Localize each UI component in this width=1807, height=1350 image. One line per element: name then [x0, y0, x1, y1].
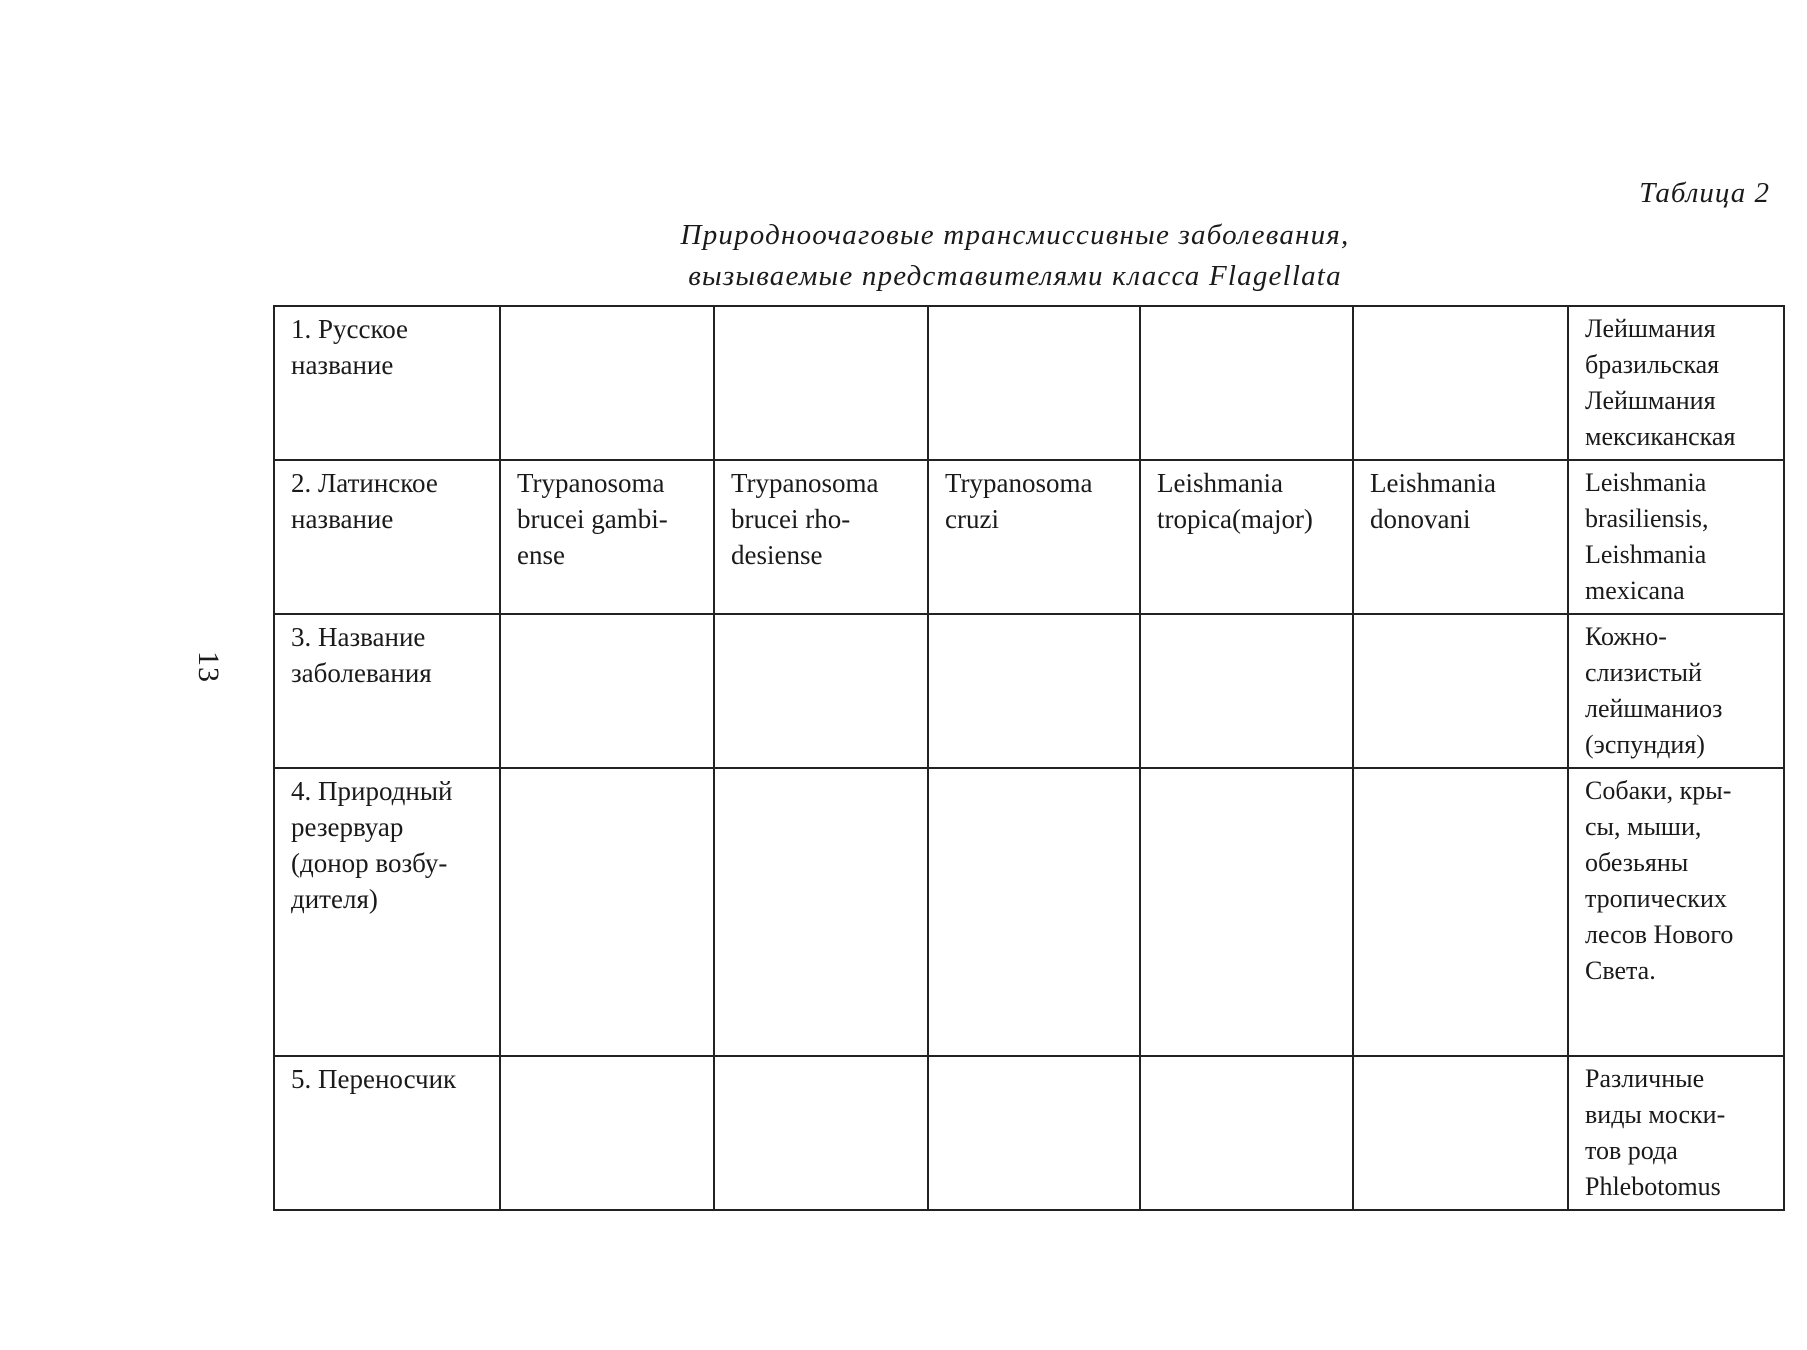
table-cell: [1353, 768, 1568, 1056]
table-cell: [714, 1056, 928, 1210]
table-cell: [928, 306, 1140, 460]
table-cell: Trypanosoma brucei gambi- ense: [500, 460, 714, 614]
row-header: 1. Русское название: [274, 306, 500, 460]
table-row-russian-name: [274, 306, 1784, 460]
row-header: 5. Переносчик: [274, 1056, 500, 1210]
table-label: Таблица 2: [1639, 177, 1770, 209]
table-row-natural-reservoir: [274, 768, 1784, 1056]
row-header: 2. Латинское название: [274, 460, 500, 614]
table-cell: Leishmania tropica(major): [1140, 460, 1353, 614]
table-caption: [560, 215, 1470, 297]
table-cell: Leishmania brasiliensis, Leishmania mexicana: [1568, 460, 1784, 614]
table-row-latin-name: [274, 460, 1784, 614]
page-number: 13: [192, 651, 225, 683]
table-cell: [714, 306, 928, 460]
table-row-vector: [274, 1056, 1784, 1210]
table-cell: [714, 614, 928, 768]
table-cell: [1140, 1056, 1353, 1210]
table-cell: [1140, 768, 1353, 1056]
table-cell: [928, 768, 1140, 1056]
table-cell: [1353, 614, 1568, 768]
table-cell: Trypanosoma cruzi: [928, 460, 1140, 614]
table-cell: [1140, 306, 1353, 460]
table-row-disease-name: [274, 614, 1784, 768]
table-cell: Различные виды моски- тов рода Phlebotomus: [1568, 1056, 1784, 1210]
table-cell: Лейшмания бразильская Лейшмания мексиканская: [1568, 306, 1784, 460]
table-cell: [1353, 1056, 1568, 1210]
table-cell: [714, 768, 928, 1056]
table-cell: [1353, 306, 1568, 460]
table-cell: [500, 768, 714, 1056]
row-header: 3. Название заболевания: [274, 614, 500, 768]
table-cell: [500, 1056, 714, 1210]
table-cell: [928, 614, 1140, 768]
table-cell: Leishmania donovani: [1353, 460, 1568, 614]
caption-line-1: Природноочаговые трансмиссивные заболевания,: [680, 219, 1350, 251]
table-cell: [1140, 614, 1353, 768]
table-cell: Собаки, кры- сы, мыши, обезьяны тропических лесов Нового Света.: [1568, 768, 1784, 1056]
row-header: 4. Природный резервуар (донор возбу- дителя): [274, 768, 500, 1056]
table-cell: [500, 306, 714, 460]
table-cell: Trypanosoma brucei rho- desiense: [714, 460, 928, 614]
table-cell: [500, 614, 714, 768]
caption-line-2: вызываемые представителями класса Flagellata: [688, 260, 1342, 292]
disease-table: [273, 305, 1785, 1211]
table-cell: Кожно- слизистый лейшманиоз (эспундия): [1568, 614, 1784, 768]
table-cell: [928, 1056, 1140, 1210]
